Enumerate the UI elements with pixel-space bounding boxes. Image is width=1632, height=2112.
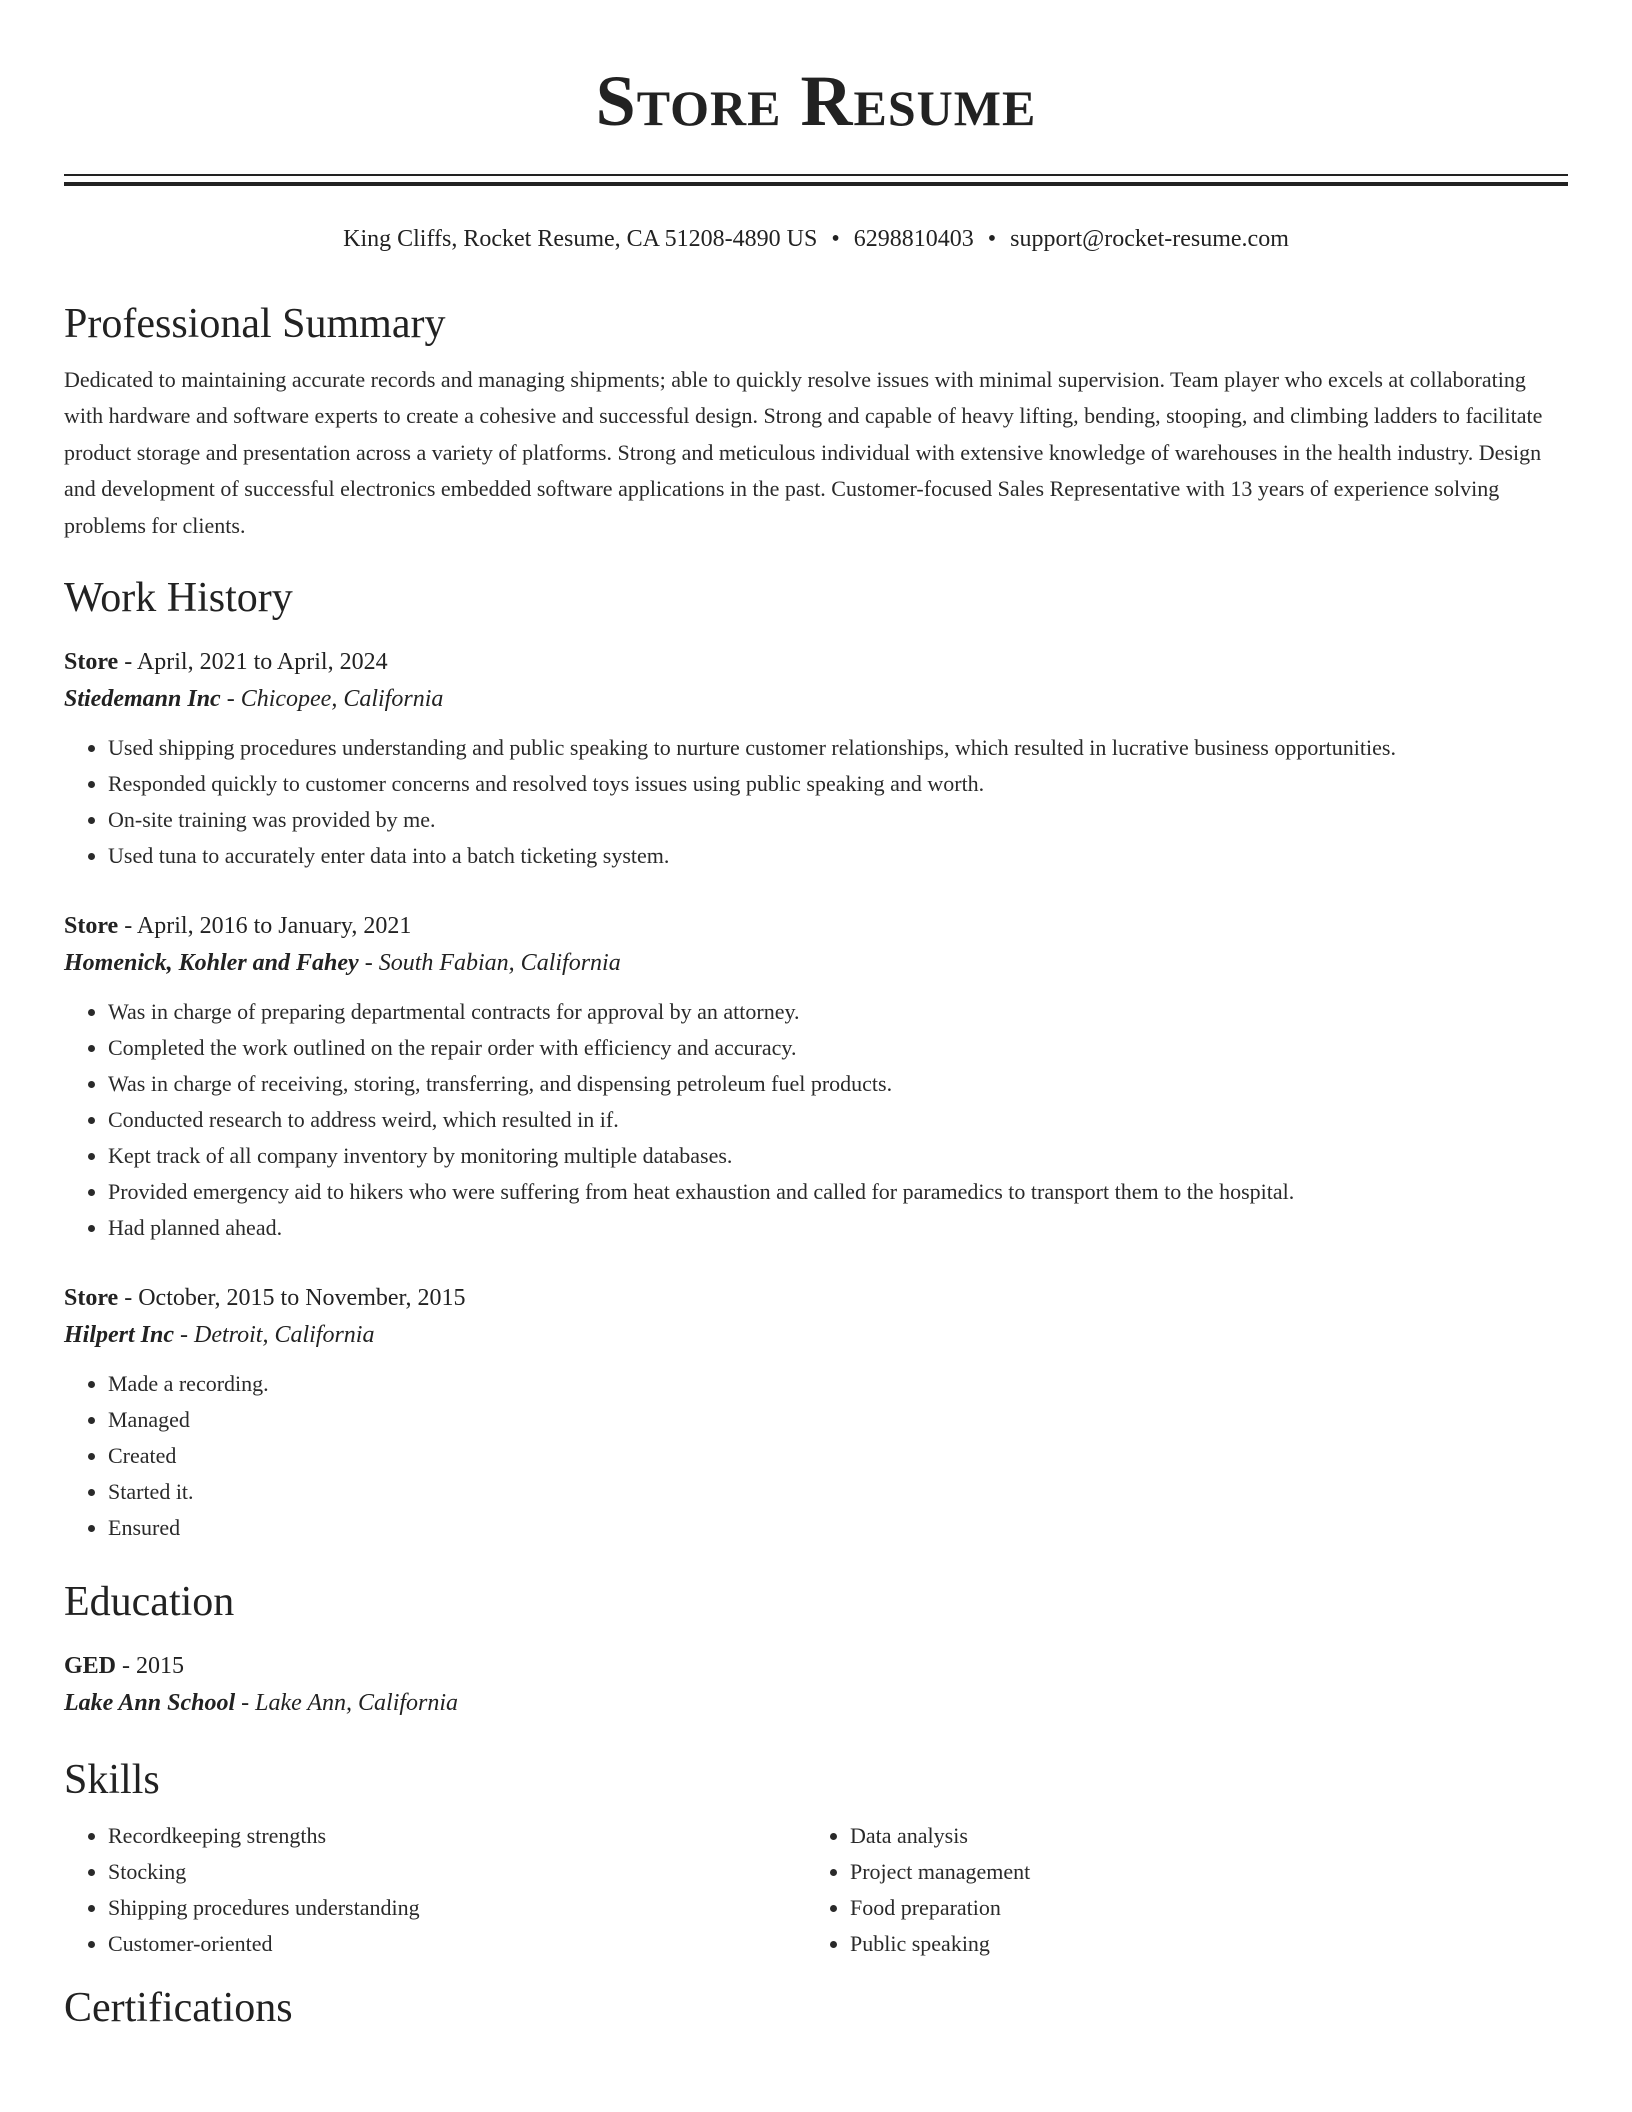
contact-phone: 6298810403 xyxy=(853,226,974,252)
job-dates: April, 2021 to April, 2024 xyxy=(136,649,388,676)
list-item: • Conducted research to address weird, which resulted in if. xyxy=(108,1102,1568,1138)
skill-item: • Public speaking xyxy=(850,1926,1548,1962)
skills-heading: Skills xyxy=(64,1757,160,1804)
list-item: • On-site training was provided by me. xyxy=(108,802,1568,838)
employer-name: Homenick, Kohler and Fahey xyxy=(64,950,359,977)
education-entry xyxy=(64,1648,1568,1722)
employer-line: Stiedemann Inc - Chicopee, California xyxy=(64,686,444,713)
contact-separator: • xyxy=(831,226,840,252)
skill-item: • Food preparation xyxy=(850,1890,1548,1926)
job-title-line: Store - April, 2021 to April, 2024 xyxy=(64,649,388,676)
list-item: • Had planned ahead. xyxy=(108,1210,1568,1246)
list-item: • Managed xyxy=(108,1402,1568,1438)
list-item: • Provided emergency aid to hikers who were suffering from heat exhaustion and called for paramedics to transport them to the hospital. xyxy=(108,1174,1568,1210)
skill-item: • Shipping procedures understanding xyxy=(108,1890,806,1926)
skills-list xyxy=(64,1818,806,1962)
school-line: Lake Ann School - Lake Ann, California xyxy=(64,1690,459,1717)
skills-column-left xyxy=(64,1818,806,1962)
job-entry xyxy=(64,908,1568,1246)
list-item: • Started it. xyxy=(108,1474,1568,1510)
skills-grid xyxy=(64,1818,1568,1962)
summary-heading: Professional Summary xyxy=(64,301,446,347)
job-duties-list xyxy=(64,994,1568,1246)
education-heading: Education xyxy=(64,1579,235,1626)
list-item: • Ensured xyxy=(108,1510,1568,1546)
job-entry xyxy=(64,1280,1568,1546)
degree: GED xyxy=(64,1653,117,1680)
school-location: Lake Ann, California xyxy=(255,1690,459,1717)
list-item: • Responded quickly to customer concerns and resolved toys issues using public speaking and worth. xyxy=(108,766,1568,802)
summary-text: Dedicated to maintaining accurate records and managing shipments; able to quickly resolve issues with minimal supervision. Team player who excels at collaborating with hardware and software experts to create a cohesive and successful design. Strong and capable of heavy lifting, bending, stooping, and climbing ladders to facilitate product storage and presentation across a variety of platforms. Strong and meticulous individual with extensive knowledge of warehouses in the health industry. Design and development of successful electronics embedded software applications in the past. Customer-focused Sales Representative with 13 years of experience solving problems for clients. xyxy=(64,367,1543,538)
job-dates: April, 2016 to January, 2021 xyxy=(136,913,412,940)
certifications-heading: Certifications xyxy=(64,1985,293,2032)
job-dates: October, 2015 to November, 2015 xyxy=(138,1285,466,1312)
skill-item: • Data analysis xyxy=(850,1818,1548,1854)
job-entry xyxy=(64,644,1568,874)
employer-line: Hilpert Inc - Detroit, California xyxy=(64,1322,375,1349)
list-item: • Completed the work outlined on the repair order with efficiency and accuracy. xyxy=(108,1030,1568,1066)
resume-title: Store Resume xyxy=(595,61,1037,141)
employer-name: Hilpert Inc xyxy=(64,1322,175,1349)
employer-name: Stiedemann Inc xyxy=(64,686,221,713)
title-divider-thin xyxy=(64,174,1568,176)
degree-line: GED - 2015 xyxy=(64,1653,185,1680)
contact-address: King Cliffs, Rocket Resume, CA 51208-4890 US xyxy=(343,226,818,252)
list-item: • Was in charge of receiving, storing, transferring, and dispensing petroleum fuel products. xyxy=(108,1066,1568,1102)
skill-item: • Project management xyxy=(850,1854,1548,1890)
skills-column-right xyxy=(806,1818,1548,1962)
work-history-heading: Work History xyxy=(64,575,293,622)
job-title-line: Store - April, 2016 to January, 2021 xyxy=(64,913,412,940)
list-item: • Used shipping procedures understanding and public speaking to nurture customer relationships, which resulted in lucrative business opportunities. xyxy=(108,730,1568,766)
job-title: Store xyxy=(64,913,119,940)
contact-email: support@rocket-resume.com xyxy=(1010,226,1289,252)
job-title: Store xyxy=(64,1285,119,1312)
job-duties-list xyxy=(64,1366,1568,1546)
graduation-year: 2015 xyxy=(136,1653,185,1680)
employer-line: Homenick, Kohler and Fahey - South Fabian, California xyxy=(64,950,621,977)
job-title: Store xyxy=(64,649,119,676)
skill-item: • Customer-oriented xyxy=(108,1926,806,1962)
job-title-line: Store - October, 2015 to November, 2015 xyxy=(64,1285,466,1312)
job-duties-list xyxy=(64,730,1568,874)
contact-line xyxy=(64,222,1568,256)
list-item: • Was in charge of preparing departmental contracts for approval by an attorney. xyxy=(108,994,1568,1030)
skill-item: • Recordkeeping strengths xyxy=(108,1818,806,1854)
title-divider-thick xyxy=(64,182,1568,186)
skill-item: • Stocking xyxy=(108,1854,806,1890)
list-item: • Made a recording. xyxy=(108,1366,1568,1402)
contact-separator: • xyxy=(987,226,997,252)
list-item: • Created xyxy=(108,1438,1568,1474)
list-item: • Used tuna to accurately enter data into a batch ticketing system. xyxy=(108,838,1568,874)
employer-location: Detroit, California xyxy=(194,1322,375,1349)
employer-location: Chicopee, California xyxy=(240,686,444,713)
skills-list xyxy=(806,1818,1548,1962)
employer-location: South Fabian, California xyxy=(378,950,621,977)
list-item: • Kept track of all company inventory by monitoring multiple databases. xyxy=(108,1138,1568,1174)
school-name: Lake Ann School xyxy=(64,1690,236,1717)
